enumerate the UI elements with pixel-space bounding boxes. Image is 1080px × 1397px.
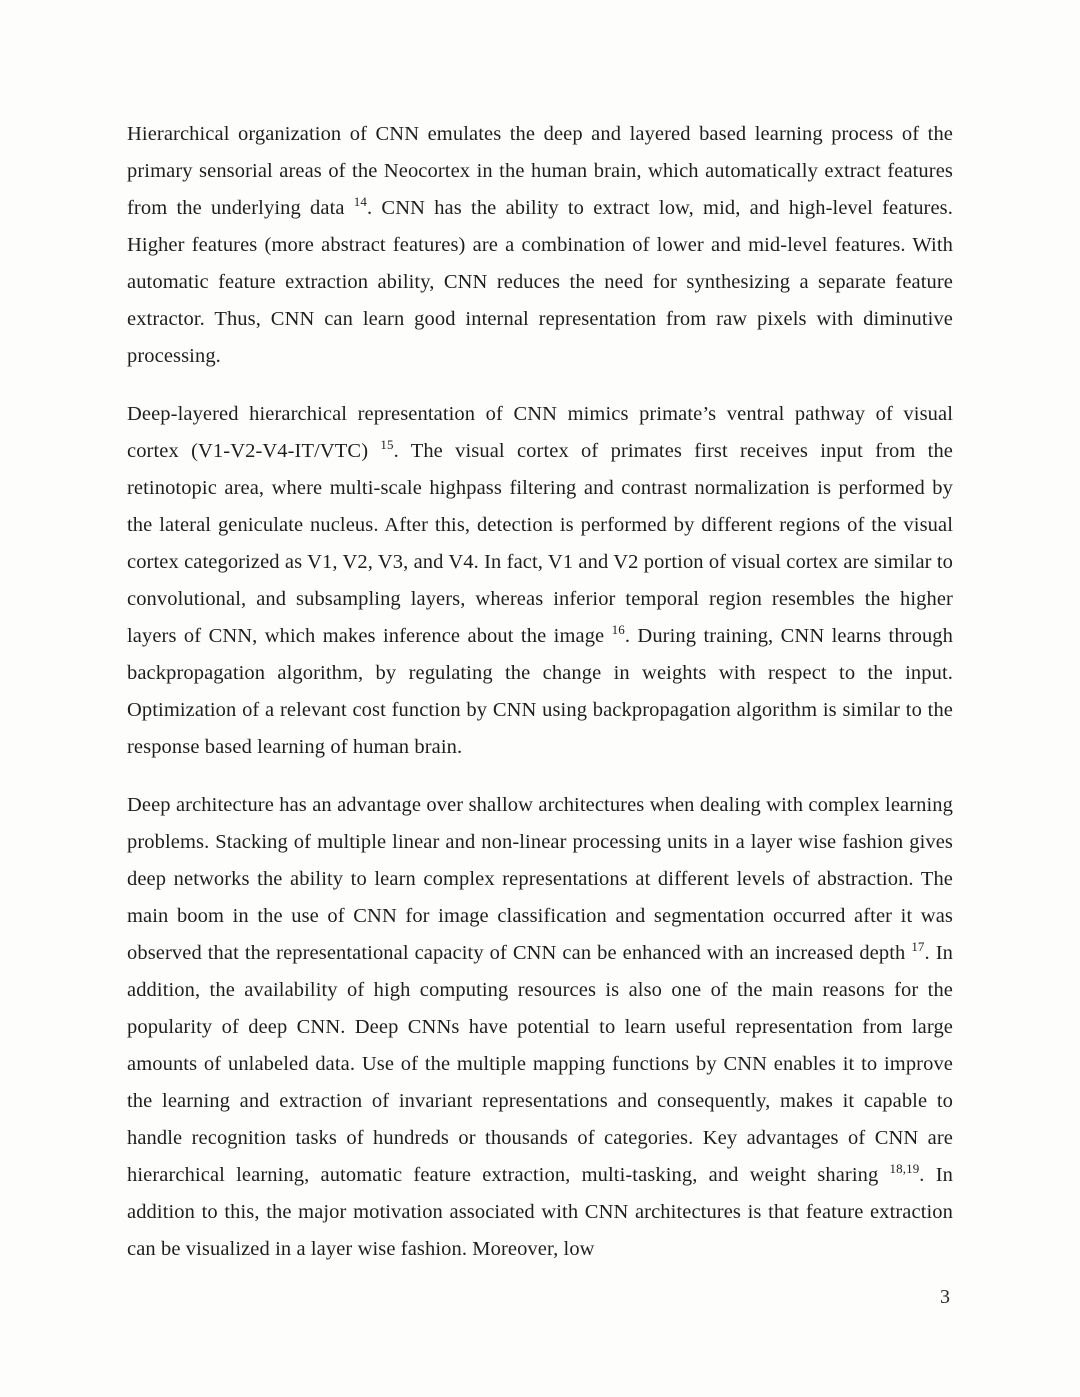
body-text: Deep architecture has an advantage over shallow architectures when dealing with complex learning problems. Stacking of multiple linear and non-linear processing units in a layer wise fashion gives deep networks the ability to learn complex representations at different levels of abstraction. The main boom in the use of CNN for image classification and segmentation occurred after it was observed that the representational capacity of CNN can be enhanced with an increased depth	[127, 794, 953, 964]
citation-reference: 14	[353, 194, 367, 210]
page-number: 3	[940, 1286, 950, 1308]
citation-reference: 17	[911, 939, 925, 955]
body-text: Deep-layered hierarchical representation of CNN mimics primate’s ventral pathway of visual cortex (V1-V2-V4-IT/VTC)	[127, 403, 953, 462]
paragraph-1	[127, 116, 953, 375]
body-text: . In addition, the availability of high computing resources is also one of the main reasons for the popularity of deep CNN. Deep CNNs have potential to learn useful representation from large amounts of unlabeled data. Use of the multiple mapping functions by CNN enables it to improve the learning and extraction of invariant representations and consequently, makes it capable to handle recognition tasks of hundreds or thousands of categories. Key advantages of CNN are hierarchical learning, automatic feature extraction, multi-tasking, and weight sharing	[127, 942, 953, 1186]
body-text: . The visual cortex of primates first receives input from the retinotopic area, where multi-scale highpass filtering and contrast normalization is performed by the lateral geniculate nucleus. After this, detection is performed by different regions of the visual cortex categorized as V1, V2, V3, and V4. In fact, V1 and V2 portion of visual cortex are similar to convolutional, and subsampling layers, whereas inferior temporal region resembles the higher layers of CNN, which makes inference about the image	[127, 440, 954, 647]
page-content	[127, 116, 953, 1268]
body-text: . During training, CNN learns through backpropagation algorithm, by regulating the change in weights with respect to the input. Optimization of a relevant cost function by CNN using backpropagation algorithm is similar to the response based learning of human brain.	[127, 625, 954, 758]
paragraph-2	[127, 396, 953, 766]
paragraph-3	[127, 787, 953, 1268]
citation-reference: 18,19	[889, 1161, 920, 1177]
body-text: . In addition to this, the major motivation associated with CNN architectures is that feature extraction can be visualized in a layer wise fashion. Moreover, low	[127, 1164, 953, 1260]
body-text: Hierarchical organization of CNN emulates the deep and layered based learning process of the primary sensorial areas of the Neocortex in the human brain, which automatically extract features from the underlying data	[127, 123, 953, 219]
body-text: . CNN has the ability to extract low, mid, and high-level features. Higher features (more abstract features) are a combination of lower and mid-level features. With automatic feature extraction ability, CNN reduces the need for synthesizing a separate feature extractor. Thus, CNN can learn good internal representation from raw pixels with diminutive processing.	[127, 197, 953, 367]
citation-reference: 15	[380, 437, 394, 453]
citation-reference: 16	[611, 622, 625, 638]
